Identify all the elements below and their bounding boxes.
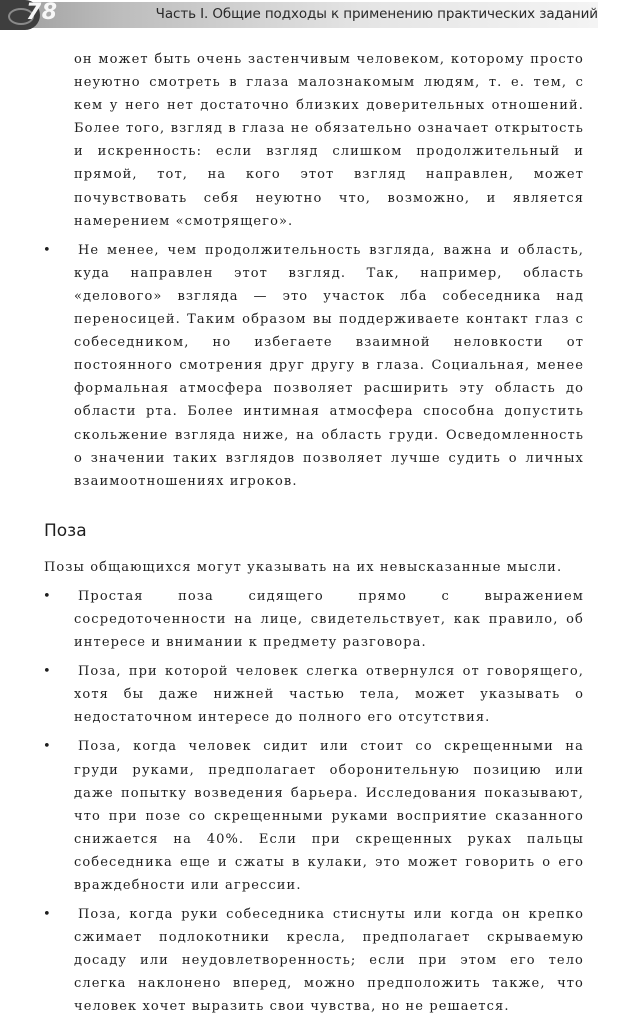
continued-paragraph: он может быть очень застенчивым человеком, которому просто неуютно смотреть в глаза малознакомым людям, т. е. тем, с кем у него нет достаточно близких доверительных отношений. Более того, взгляд в глаза не обязательно означает открытость и искренность: если взгляд слишком продолжительный и прямой, тот, на кого этот взгляд направлен, может почувствовать себя неуютно что, возможно, и является намерением «смотрящего». <box>74 52 584 229</box>
page-number: 78 <box>26 0 58 25</box>
bullet-icon: • <box>43 242 52 258</box>
bullet-icon: • <box>43 664 52 680</box>
bullet-icon: • <box>43 588 52 604</box>
pose-bullet-item <box>43 735 584 897</box>
pose-bullet-item <box>43 585 584 654</box>
page-header <box>0 0 620 30</box>
gaze-bullet-item <box>43 239 584 493</box>
pose-bullet-text: Поза, при которой человек слегка отвернулся от говорящего, хотя бы даже нижней частью тела, может указывать о недостаточном интересе до полного его отсутствия. <box>74 664 584 726</box>
pose-bullet-item <box>43 903 584 1018</box>
gaze-bullet-text: Не менее, чем продолжительность взгляда, важна и область, куда направлен этот взгляд. Так, например, область «делового» взгляда — это участок лба собеседника над переносицей. Таким образом вы поддерживаете контакт глаз с собеседником, но избегаете взаимной неловкости от постоянного смотрения друг другу в глаза. Социальная, менее формальная атмосфера позволяет расширить эту область до области рта. Более интимная атмосфера способна допустить скольжение взгляда ниже, на область груди. Осведомленность о значении таких взглядов позволяет лучше судить о личных взаимоотношениях игроков. <box>74 242 584 489</box>
pose-bullet-text: Простая поза сидящего прямо с выражением сосредоточенности на лице, свидетельствует, как правило, об интересе и внимании к предмету разговора. <box>74 588 584 651</box>
running-title: Часть I. Общие подходы к применению практических заданий <box>155 6 598 22</box>
pose-bullet-text: Поза, когда руки собеседника стиснуты или когда он крепко сжимает подлокотники кресла, предполагает скрываемую досаду или неудовлетворенность; если при этом его тело слегка наклонено вперед, можно предположить также, что человек хочет выразить свои чувства, но не решается. <box>74 907 584 1015</box>
pose-bullet-text: Поза, когда человек сидит или стоит со скрещенными на груди руками, предполагает оборонительную позицию или даже попытку возведения барьера. Исследования показывают, что при позе со скрещенными руками восприятие сказанного снижается на 40%. Если при скрещенных руках пальцы собеседника еще и сжаты в кулаки, это может говорить о его враждебности или агрессии. <box>74 739 584 893</box>
bullet-icon: • <box>43 907 52 923</box>
section-title: Поза <box>44 520 87 541</box>
bullet-icon: • <box>43 739 52 755</box>
section-intro: Позы общающихся могут указывать на их невысказанные мысли. <box>44 559 563 575</box>
page-content <box>0 48 620 1019</box>
pose-bullet-item <box>43 660 584 729</box>
